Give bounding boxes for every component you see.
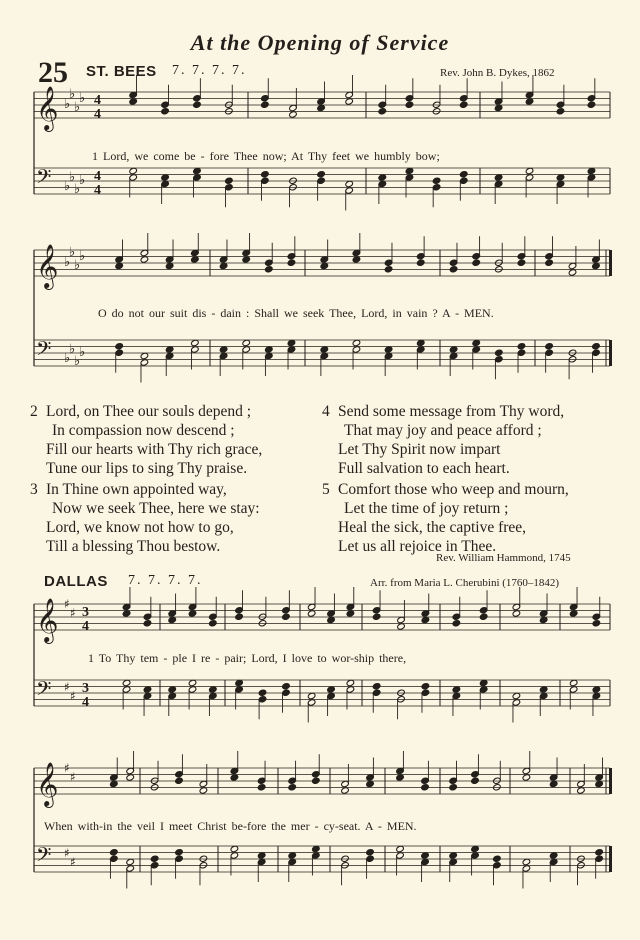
note-head xyxy=(352,256,361,263)
note-head xyxy=(188,610,197,617)
verse-line: Heal the sick, the captive free, xyxy=(338,519,527,536)
note-head xyxy=(165,262,174,269)
composer-dallas: Arr. from Maria L. Cherubini (1760–1842) xyxy=(370,577,560,589)
verse-line: Let us all rejoice in Thee. xyxy=(338,538,497,555)
note-head xyxy=(587,167,596,174)
note-head xyxy=(494,174,503,181)
flat-sign-icon: ♭ xyxy=(64,255,71,270)
time-signature-top: 4 xyxy=(94,93,101,108)
note-head xyxy=(122,610,131,617)
flat-sign-icon: ♭ xyxy=(64,179,71,194)
note-head xyxy=(140,352,149,359)
note-head xyxy=(472,259,481,266)
note-head xyxy=(372,683,381,690)
note-head xyxy=(126,774,135,781)
note-head xyxy=(525,98,534,105)
flat-sign-icon: ♭ xyxy=(79,249,86,264)
verse-line: Tune our lips to sing Thy praise. xyxy=(46,460,248,477)
note-head xyxy=(384,266,393,273)
note-head xyxy=(405,101,414,108)
note-head xyxy=(199,787,208,794)
verse-5 xyxy=(322,480,622,560)
bass-clef-icon: 𝄢 xyxy=(36,337,52,365)
note-head xyxy=(219,262,228,269)
note-head xyxy=(479,679,488,686)
note-head xyxy=(568,269,577,276)
note-head xyxy=(587,101,596,108)
note-head xyxy=(288,852,297,859)
note-head xyxy=(595,849,604,856)
note-head xyxy=(421,683,430,690)
meter-dallas: 7. 7. 7. 7. xyxy=(128,573,203,588)
note-head xyxy=(289,111,298,118)
time-signature-bottom: 4 xyxy=(82,695,89,710)
lyric-line-2-st-bees: O do not our suit dis - dain : Shall we seek Thee, Lord, in vain ? A - MEN. xyxy=(98,306,494,320)
verse-line: Lord, on Thee our souls depend ; xyxy=(46,403,252,420)
note-head xyxy=(378,174,387,181)
note-head xyxy=(261,171,270,178)
note-head xyxy=(312,777,321,784)
note-head xyxy=(235,613,244,620)
note-head xyxy=(320,346,329,353)
note-head xyxy=(317,171,326,178)
note-head xyxy=(549,780,558,787)
flat-sign-icon: ♭ xyxy=(69,245,76,260)
flat-sign-icon: ♭ xyxy=(79,345,86,360)
lyric-line-2-dallas: When with-in the veil I meet Christ be-fore the mer - cy-seat. A - MEN. xyxy=(44,819,417,833)
sharp-sign-icon: ♯ xyxy=(70,689,76,703)
flat-sign-icon: ♭ xyxy=(74,354,81,369)
note-head xyxy=(165,346,174,353)
verse-number: 5 xyxy=(322,481,330,498)
note-head xyxy=(421,784,430,791)
note-head xyxy=(459,171,468,178)
note-head xyxy=(282,613,291,620)
note-head xyxy=(471,777,480,784)
verse-line: Send some message from Thy word, xyxy=(338,403,565,420)
note-head xyxy=(522,858,531,865)
verse-line: Lord, we know not how to go, xyxy=(46,519,234,536)
note-head xyxy=(405,167,414,174)
meter-st-bees: 7. 7. 7. 7. xyxy=(172,63,247,78)
bass-clef-icon: 𝄢 xyxy=(36,165,52,193)
time-signature-bottom: 4 xyxy=(94,107,101,122)
lyric-line-1-st-bees: 1 Lord, we come be - fore Thee now; At Thy feet we humbly bow; xyxy=(92,149,440,163)
note-head xyxy=(122,679,131,686)
note-head xyxy=(115,262,124,269)
note-head xyxy=(384,346,393,353)
note-head xyxy=(449,784,458,791)
note-head xyxy=(472,339,481,346)
note-head xyxy=(592,262,601,269)
note-head xyxy=(525,167,534,174)
note-head xyxy=(161,108,170,115)
note-head xyxy=(416,339,425,346)
note-head xyxy=(378,108,387,115)
note-head xyxy=(209,620,218,627)
sharp-sign-icon: ♯ xyxy=(64,597,70,611)
tune-name-st-bees: ST. BEES xyxy=(86,63,157,80)
note-head xyxy=(494,104,503,111)
verse-line: Fill our hearts with Thy rich grace, xyxy=(46,441,263,458)
note-head xyxy=(168,686,177,693)
verse-4 xyxy=(322,402,622,482)
note-head xyxy=(522,774,531,781)
note-head xyxy=(320,262,329,269)
verse-line: Full salvation to each heart. xyxy=(338,460,510,477)
note-head xyxy=(495,349,504,356)
note-head xyxy=(577,787,586,794)
note-head xyxy=(517,343,526,350)
note-head xyxy=(140,256,149,263)
flat-sign-icon: ♭ xyxy=(74,100,81,115)
note-head xyxy=(219,346,228,353)
verse-line: In compassion now descend ; xyxy=(52,422,235,439)
note-head xyxy=(161,174,170,181)
final-barline xyxy=(609,846,612,872)
verse-line: Comfort those who weep and mourn, xyxy=(338,481,569,498)
note-head xyxy=(175,849,184,856)
note-head xyxy=(452,686,461,693)
note-head xyxy=(193,101,202,108)
sharp-sign-icon: ♯ xyxy=(64,846,70,860)
time-signature-bottom: 4 xyxy=(82,619,89,634)
note-head xyxy=(327,616,336,623)
note-head xyxy=(235,679,244,686)
note-head xyxy=(257,784,266,791)
note-head xyxy=(372,613,381,620)
verse-2 xyxy=(30,402,320,482)
note-head xyxy=(287,339,296,346)
note-head xyxy=(168,616,177,623)
note-head xyxy=(512,610,521,617)
note-head xyxy=(471,845,480,852)
note-head xyxy=(230,845,239,852)
note-head xyxy=(449,852,458,859)
note-head xyxy=(307,692,316,699)
note-head xyxy=(539,686,548,693)
note-head xyxy=(479,613,488,620)
note-head xyxy=(493,855,502,862)
flat-sign-icon: ♭ xyxy=(64,97,71,112)
note-head xyxy=(545,259,554,266)
verse-line: In Thine own appointed way, xyxy=(46,481,227,498)
final-barline xyxy=(609,768,612,794)
note-head xyxy=(175,777,184,784)
flat-sign-icon: ♭ xyxy=(79,173,86,188)
note-head xyxy=(421,616,430,623)
note-head xyxy=(346,679,355,686)
note-head xyxy=(352,339,361,346)
note-head xyxy=(265,266,274,273)
flat-sign-icon: ♭ xyxy=(74,182,81,197)
bass-clef-icon: 𝄢 xyxy=(36,843,52,871)
page-title: At the Opening of Service xyxy=(190,30,450,55)
note-head xyxy=(459,101,468,108)
note-head xyxy=(416,259,425,266)
note-head xyxy=(307,610,316,617)
treble-clef-icon: 𝄞 xyxy=(36,762,59,806)
note-head xyxy=(265,346,274,353)
note-head xyxy=(512,692,521,699)
sharp-sign-icon: ♯ xyxy=(64,680,70,694)
treble-clef-icon: 𝄞 xyxy=(36,244,59,288)
note-head xyxy=(225,177,234,184)
sharp-sign-icon: ♯ xyxy=(64,761,70,775)
verse-number: 4 xyxy=(322,403,330,420)
verse-line: Till a blessing Thou bestow. xyxy=(46,538,221,555)
time-signature-top: 3 xyxy=(82,681,89,696)
verse-number: 3 xyxy=(30,481,38,498)
note-head xyxy=(110,780,119,787)
flat-sign-icon: ♭ xyxy=(69,87,76,102)
note-head xyxy=(449,346,458,353)
final-barline xyxy=(609,340,612,366)
note-head xyxy=(191,339,200,346)
note-head xyxy=(188,679,197,686)
note-head xyxy=(341,787,350,794)
note-head xyxy=(556,108,565,115)
note-head xyxy=(397,623,406,630)
note-head xyxy=(129,98,138,105)
note-head xyxy=(449,266,458,273)
note-head xyxy=(126,858,135,865)
verse-line: Let the time of joy return ; xyxy=(344,500,509,517)
note-head xyxy=(317,104,326,111)
bass-clef-icon: 𝄢 xyxy=(36,677,52,705)
note-head xyxy=(556,174,565,181)
verse-3 xyxy=(30,480,320,560)
composer-st-bees: Rev. John B. Dykes, 1862 xyxy=(440,67,555,79)
note-head xyxy=(143,620,152,627)
note-head xyxy=(345,180,354,187)
flat-sign-icon: ♭ xyxy=(79,91,86,106)
flat-sign-icon: ♭ xyxy=(74,258,81,273)
note-head xyxy=(452,620,461,627)
note-head xyxy=(592,620,601,627)
note-head xyxy=(230,774,239,781)
sharp-sign-icon: ♯ xyxy=(70,606,76,620)
note-head xyxy=(129,167,138,174)
sharp-sign-icon: ♯ xyxy=(70,770,76,784)
note-head xyxy=(258,689,267,696)
note-head xyxy=(287,259,296,266)
flat-sign-icon: ♭ xyxy=(64,351,71,366)
lyric-line-1-dallas: 1 To Thy tem - ple I re - pair; Lord, I love to wor-ship there, xyxy=(88,651,407,665)
verse-number: 2 xyxy=(30,403,38,420)
note-head xyxy=(288,784,297,791)
note-head xyxy=(257,852,266,859)
note-head xyxy=(569,610,578,617)
note-head xyxy=(327,686,336,693)
note-head xyxy=(242,339,251,346)
hymn-number: 25 xyxy=(38,56,68,89)
hymn-author: Rev. William Hammond, 1745 xyxy=(436,552,571,564)
note-head xyxy=(592,343,601,350)
treble-clef-icon: 𝄞 xyxy=(36,598,59,642)
note-head xyxy=(191,256,200,263)
treble-clef-icon: 𝄞 xyxy=(36,86,59,130)
time-signature-top: 3 xyxy=(82,605,89,620)
note-head xyxy=(193,167,202,174)
note-head xyxy=(432,177,441,184)
note-head xyxy=(143,686,152,693)
sharp-sign-icon: ♯ xyxy=(70,855,76,869)
note-head xyxy=(592,686,601,693)
note-head xyxy=(421,852,430,859)
note-head xyxy=(396,774,405,781)
time-signature-top: 4 xyxy=(94,169,101,184)
note-head xyxy=(366,849,375,856)
note-head xyxy=(346,610,355,617)
verse-line: That may joy and peace afford ; xyxy=(344,422,542,439)
note-head xyxy=(110,849,119,856)
note-head xyxy=(209,686,218,693)
verse-line: Let Thy Spirit now impart xyxy=(338,441,501,458)
note-head xyxy=(282,683,291,690)
tune-name-dallas: DALLAS xyxy=(44,573,108,590)
note-head xyxy=(539,616,548,623)
note-head xyxy=(545,343,554,350)
note-head xyxy=(261,101,270,108)
note-head xyxy=(366,780,375,787)
note-head xyxy=(150,855,159,862)
note-head xyxy=(549,852,558,859)
flat-sign-icon: ♭ xyxy=(69,342,76,357)
flat-sign-icon: ♭ xyxy=(69,170,76,185)
note-head xyxy=(115,343,124,350)
time-signature-bottom: 4 xyxy=(94,183,101,198)
note-head xyxy=(312,845,321,852)
note-head xyxy=(595,780,604,787)
note-head xyxy=(517,259,526,266)
note-head xyxy=(242,256,251,263)
verse-line: Now we seek Thee, here we stay: xyxy=(52,500,260,517)
note-head xyxy=(345,98,354,105)
final-barline xyxy=(609,250,612,276)
note-head xyxy=(569,679,578,686)
note-head xyxy=(396,845,405,852)
